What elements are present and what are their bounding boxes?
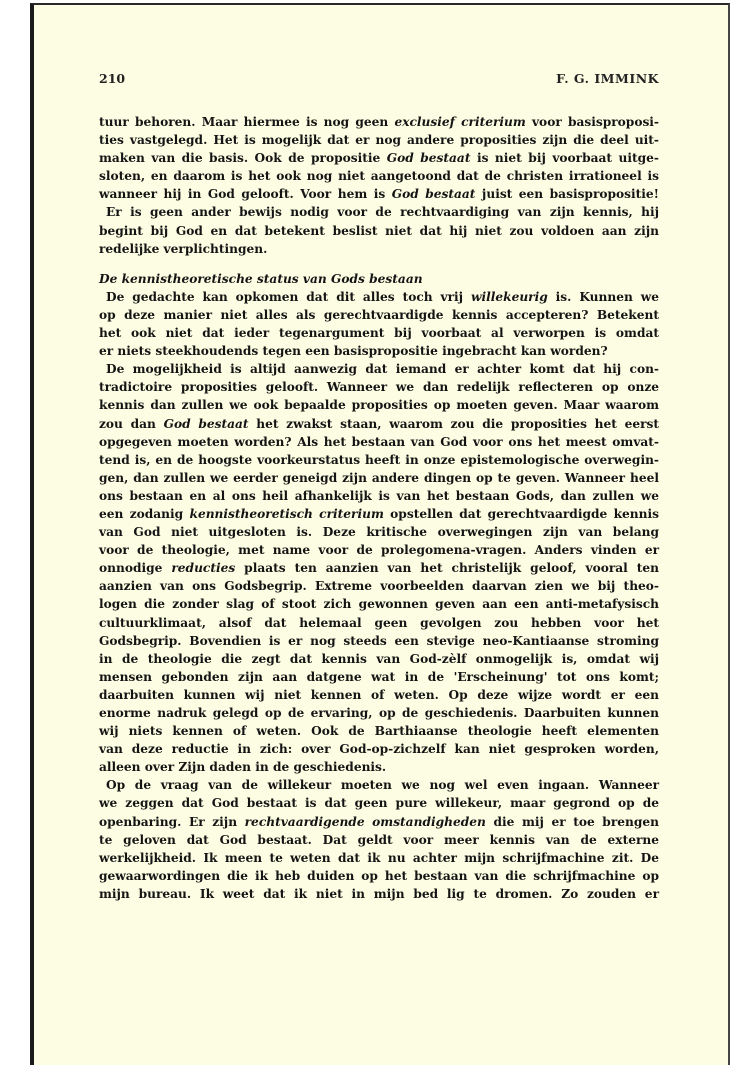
text-run: Op de vraag van de willekeur moeten we nog wel even ingaan. Wanneer <box>106 778 659 793</box>
text-line <box>99 740 659 758</box>
text-run: alleen over Zijn daden in de geschiedenis. <box>99 760 387 775</box>
text-line <box>99 632 659 650</box>
italic-phrase: kennistheoretisch criterium <box>189 506 384 521</box>
italic-phrase: God bestaat <box>163 416 249 431</box>
text-run: kennis dan zullen we ook bepaalde proposities op moeten geven. Maar waarom <box>99 398 659 413</box>
text-run: van deze reductie in zich: over God-op-zichzelf kan niet gesproken worden, <box>99 742 659 757</box>
text-run: is niet bij voorbaat uitge- <box>470 151 659 166</box>
italic-phrase: exclusief criterium <box>394 115 526 129</box>
text-run: gewaarwordingen die ik heb duiden op het bestaan van die schrijfmachine op <box>99 868 659 883</box>
text-line <box>99 469 659 487</box>
text-line <box>99 577 659 595</box>
text-run: is. Kunnen we <box>547 289 659 304</box>
text-run: redelijke verplichtingen. <box>99 241 268 256</box>
text-run: tradictoire proposities gelooft. Wanneer we dan redelijk reflecteren op onze <box>99 380 659 395</box>
text-line <box>99 595 659 613</box>
text-run: tend is, en de hoogste voorkeurstatus heeft in onze epistemologische overwegin- <box>99 452 659 467</box>
text-run: zou dan <box>99 416 164 431</box>
text-line <box>99 813 659 831</box>
text-run: wij niets kennen of weten. Ook de Barthiaanse theologie heeft elementen <box>99 724 659 739</box>
text-run: ties vastgelegd. Het is mogelijk dat er nog andere proposities zijn die deel uit- <box>99 133 659 148</box>
italic-phrase: God bestaat <box>391 187 476 202</box>
text-line <box>99 415 659 433</box>
text-run: plaats ten aanzien van het christelijk geloof, vooral ten <box>235 561 659 576</box>
text-line <box>99 222 659 240</box>
text-run: Er is geen ander bewijs nodig voor de rechtvaardiging van zijn kennis, hij <box>106 205 659 220</box>
text-run: opgegeven moeten worden? Als het bestaan van God voor ons het meest omvat- <box>99 434 659 449</box>
text-run: een zodanig <box>99 506 190 521</box>
text-run: mijn bureau. Ik weet dat ik niet in mijn bed lig te dromen. Zo zouden er <box>99 886 659 901</box>
text-run: voor de theologie, met name voor de prolegomena-vragen. Anders vinden er <box>99 543 659 558</box>
text-run: maken van die basis. Ook de propositie <box>99 151 387 166</box>
page-number: 210 <box>99 71 126 86</box>
text-run: aanzien van ons Godsbegrip. Extreme voorbeelden daarvan zien we bij theo- <box>99 579 659 594</box>
text-line <box>99 203 659 221</box>
page-header <box>99 71 659 93</box>
paragraph <box>99 203 659 257</box>
text-run: op deze manier niet alles als gerechtvaardigde kennis accepteren? Betekent <box>99 307 659 322</box>
text-run: sloten, en daarom is het ook nog niet aangetoond dat de christen irrationeel is <box>99 169 659 184</box>
text-line <box>99 167 659 185</box>
text-line <box>99 149 659 167</box>
text-line <box>99 668 659 686</box>
text-line <box>99 306 659 324</box>
text-line <box>99 288 659 306</box>
text-run: voor basisproposi- <box>525 115 659 129</box>
text-run: opstellen dat gerechtvaardigde kennis <box>383 506 659 521</box>
paragraph <box>99 288 659 360</box>
text-run: enorme nadruk gelegd op de ervaring, op de geschiedenis. Daarbuiten kunnen <box>99 706 659 720</box>
text-run: het zwakst staan, waarom zou die proposities het eerst <box>248 416 659 431</box>
italic-phrase: rechtvaardigende omstandigheden <box>244 814 486 829</box>
text-line <box>99 523 659 541</box>
italic-phrase: reducties <box>171 561 236 576</box>
text-line <box>99 849 659 867</box>
text-run: cultuurklimaat, alsof dat helemaal geen gevolgen zou hebben voor het <box>99 615 659 630</box>
text-run: in de theologie die zegt dat kennis van God-zèlf onmogelijk is, omdat wij <box>99 651 659 666</box>
paragraph <box>99 113 659 203</box>
text-run: wanneer hij in God gelooft. Voor hem is <box>99 187 392 202</box>
text-line <box>99 396 659 414</box>
text-run: daarbuiten kunnen wij niet kennen of weten. Op deze wijze wordt er een <box>99 687 659 702</box>
text-line <box>99 559 659 577</box>
text-line <box>99 650 659 668</box>
text-run: De gedachte kan opkomen dat dit alles toch vrij <box>106 289 471 304</box>
text-run: onnodige <box>99 561 172 576</box>
text-run: werkelijkheid. Ik meen te weten dat ik nu achter mijn schrijfmachine zit. De <box>99 850 659 865</box>
text-line <box>99 885 659 903</box>
text-line <box>99 433 659 451</box>
body-text <box>99 113 659 903</box>
text-line <box>99 614 659 632</box>
text-run: we zeggen dat God bestaat is dat geen pure willekeur, maar gegrond op de <box>99 796 659 811</box>
text-line <box>99 185 659 203</box>
text-line <box>99 541 659 559</box>
text-line <box>99 686 659 704</box>
paragraph <box>99 360 659 776</box>
text-line <box>99 324 659 342</box>
text-run: Godsbegrip. Bovendien is er nog steeds een stevige neo-Kantiaanse stroming <box>99 633 659 648</box>
text-line <box>99 867 659 885</box>
text-run: ons bestaan en al ons heil afhankelijk is van het bestaan Gods, dan zullen we <box>99 488 659 503</box>
text-run: gen, dan zullen we eerder geneigd zijn andere dingen op te geven. Wanneer heel <box>99 470 659 485</box>
text-run: begint bij God en dat betekent beslist niet dat hij niet zou voldoen aan zijn <box>99 223 659 238</box>
text-run: logen die zonder slag of stoot zich gewonnen geven aan een anti-metafysisch <box>99 597 659 612</box>
text-line <box>99 831 659 849</box>
text-line <box>99 360 659 378</box>
running-head: F. G. IMMINK <box>556 71 659 86</box>
text-run: die mij er toe brengen <box>485 814 659 829</box>
text-line <box>99 131 659 149</box>
text-line <box>99 451 659 469</box>
text-line <box>99 722 659 740</box>
italic-phrase: God bestaat <box>386 151 471 166</box>
text-line <box>99 487 659 505</box>
text-line <box>99 704 659 722</box>
text-line <box>99 794 659 812</box>
text-run: te geloven dat God bestaat. Dat geldt voor meer kennis van de externe <box>99 832 659 847</box>
text-run: het ook niet dat ieder tegenargument bij voorbaat al verworpen is omdat <box>99 326 659 341</box>
text-line <box>99 240 659 258</box>
section-heading: De kennistheoretische status van Gods bestaan <box>99 271 423 286</box>
text-run: De mogelijkheid is altijd aanwezig dat iemand er achter komt dat hij con- <box>106 362 659 377</box>
text-line <box>99 505 659 523</box>
text-line <box>99 342 659 360</box>
text-run: juist een basispropositie! <box>475 187 660 202</box>
text-run: er niets steekhoudends tegen een basispropositie ingebracht kan worden? <box>99 344 608 359</box>
italic-phrase: willekeurig <box>470 289 548 304</box>
text-run: tuur behoren. Maar hiermee is nog geen <box>99 115 395 129</box>
paragraph <box>99 776 659 903</box>
text-line <box>99 378 659 396</box>
text-line <box>99 113 659 131</box>
text-run: openbaring. Er zijn <box>99 814 245 829</box>
text-run: van God niet uitgesloten is. Deze kritische overwegingen zijn van belang <box>99 525 659 540</box>
text-run: mensen gebonden zijn aan datgene wat in de 'Erscheinung' tot ons komt; <box>99 669 659 684</box>
text-line <box>99 758 659 776</box>
text-line <box>99 776 659 794</box>
